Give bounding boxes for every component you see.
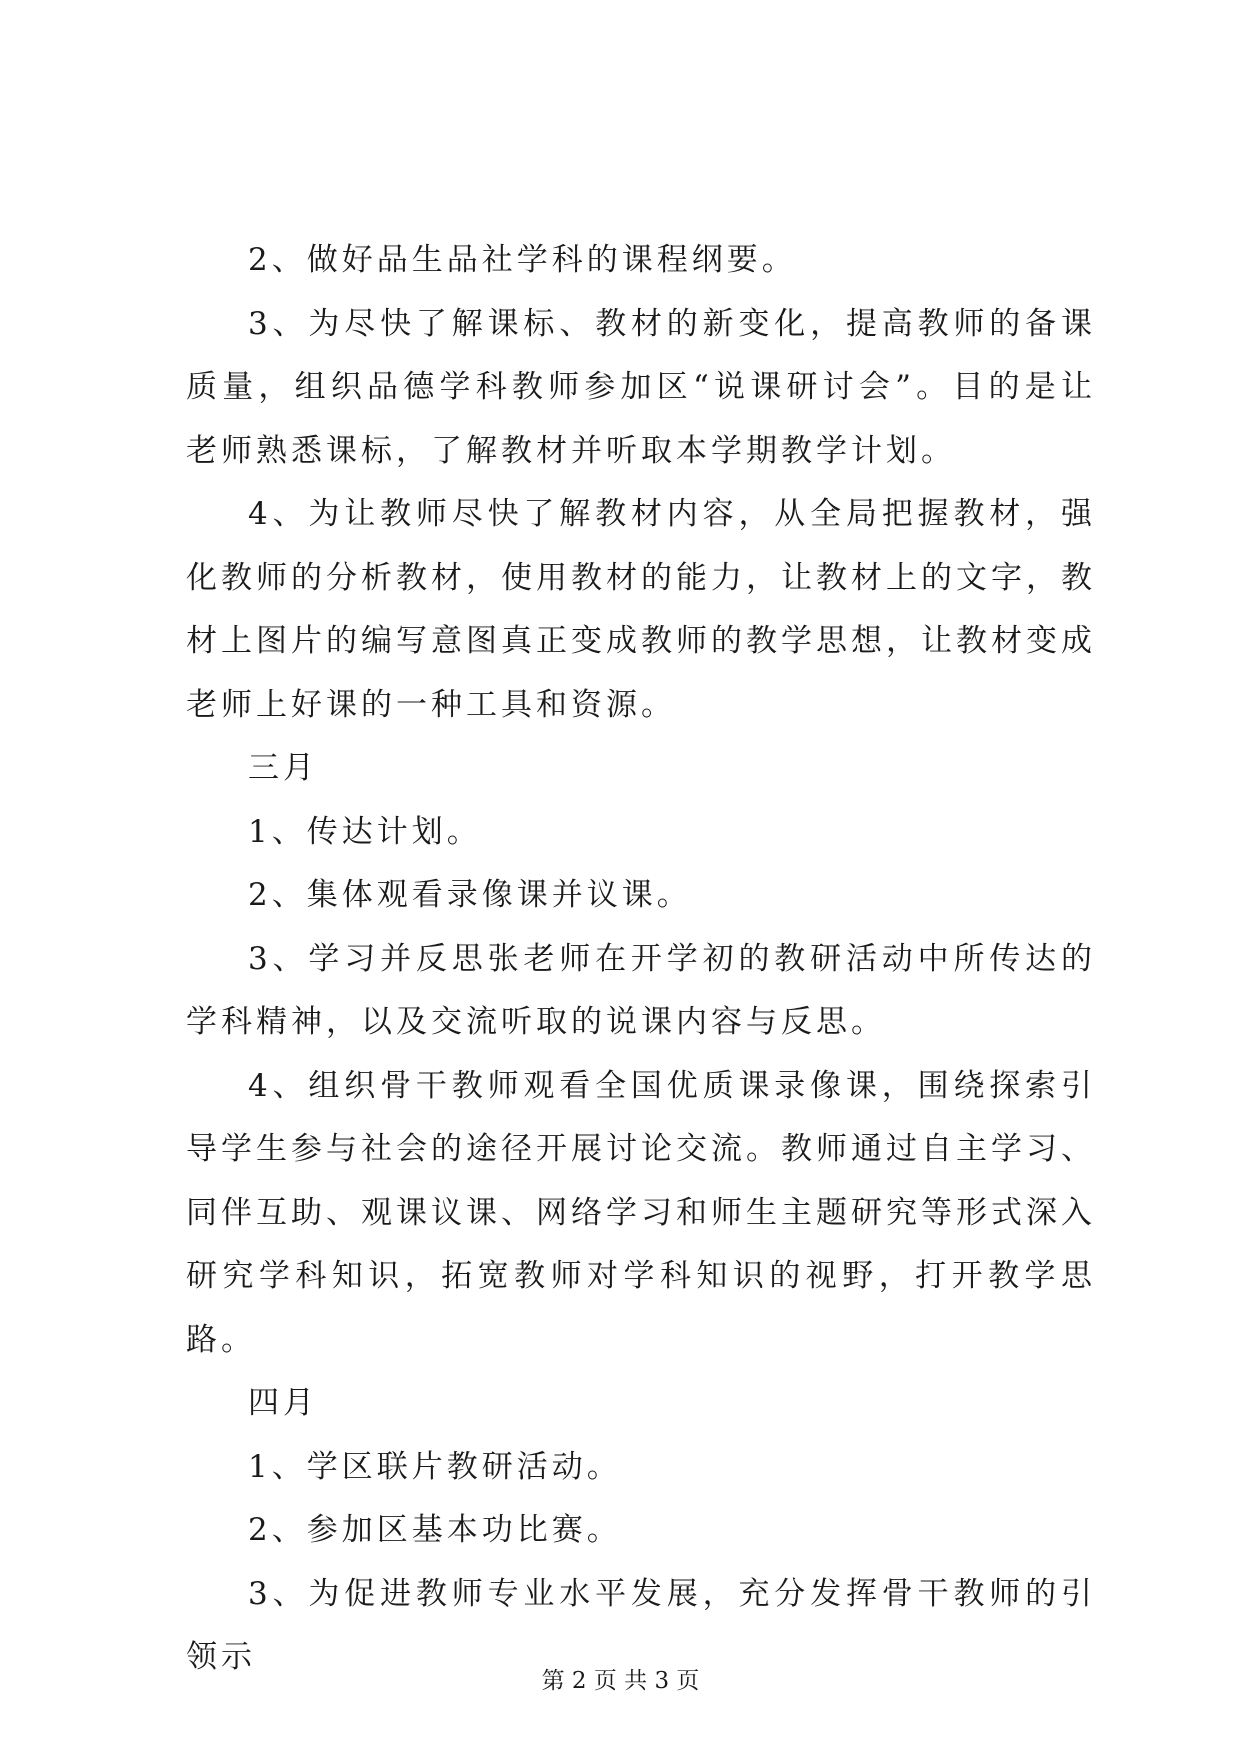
paragraph: 4、组织骨干教师观看全国优质课录像课，围绕探索引导学生参与社会的途径开展讨论交流。教师通过自主学习、同伴互助、观课议课、网络学习和师生主题研究等形式深入研究学科知识，拓宽教师对学科知识的视野，打开教学思路。 xyxy=(186,1067,1096,1358)
paragraph: 1、传达计划。 xyxy=(248,813,482,850)
paragraph: 2、集体观看录像课并议课。 xyxy=(248,877,692,913)
paragraph: 1、学区联片教研活动。 xyxy=(248,1448,622,1485)
section-heading: 三月 xyxy=(248,750,318,786)
paragraph: 4、为让教师尽快了解教材内容，从全局把握教材，强化教师的分析教材，使用教材的能力，让教材上的文字，教材上图片的编写意图真正变成教师的教学思想，让教材变成老师上好课的一种工具和资源。 xyxy=(186,496,1096,723)
paragraph: 3、学习并反思张老师在开学初的教研活动中所传达的学科精神，以及交流听取的说课内容与反思。 xyxy=(186,940,1096,1040)
section-heading: 四月 xyxy=(248,1385,318,1421)
document-body xyxy=(186,229,1096,1690)
paragraph: 3、为尽快了解课标、教材的新变化，提高教师的备课质量，组织品德学科教师参加区“说课研讨会”。目的是让老师熟悉课标，了解教材并听取本学期教学计划。 xyxy=(186,305,1096,469)
paragraph: 2、参加区基本功比赛。 xyxy=(248,1512,622,1548)
paragraph: 3、为促进教师专业水平发展，充分发挥骨干教师的引领示 xyxy=(186,1575,1096,1675)
paragraph: 2、做好品生品社学科的课程纲要。 xyxy=(248,242,797,278)
page-number-footer: 第 2 页 共 3 页 xyxy=(541,1668,700,1694)
